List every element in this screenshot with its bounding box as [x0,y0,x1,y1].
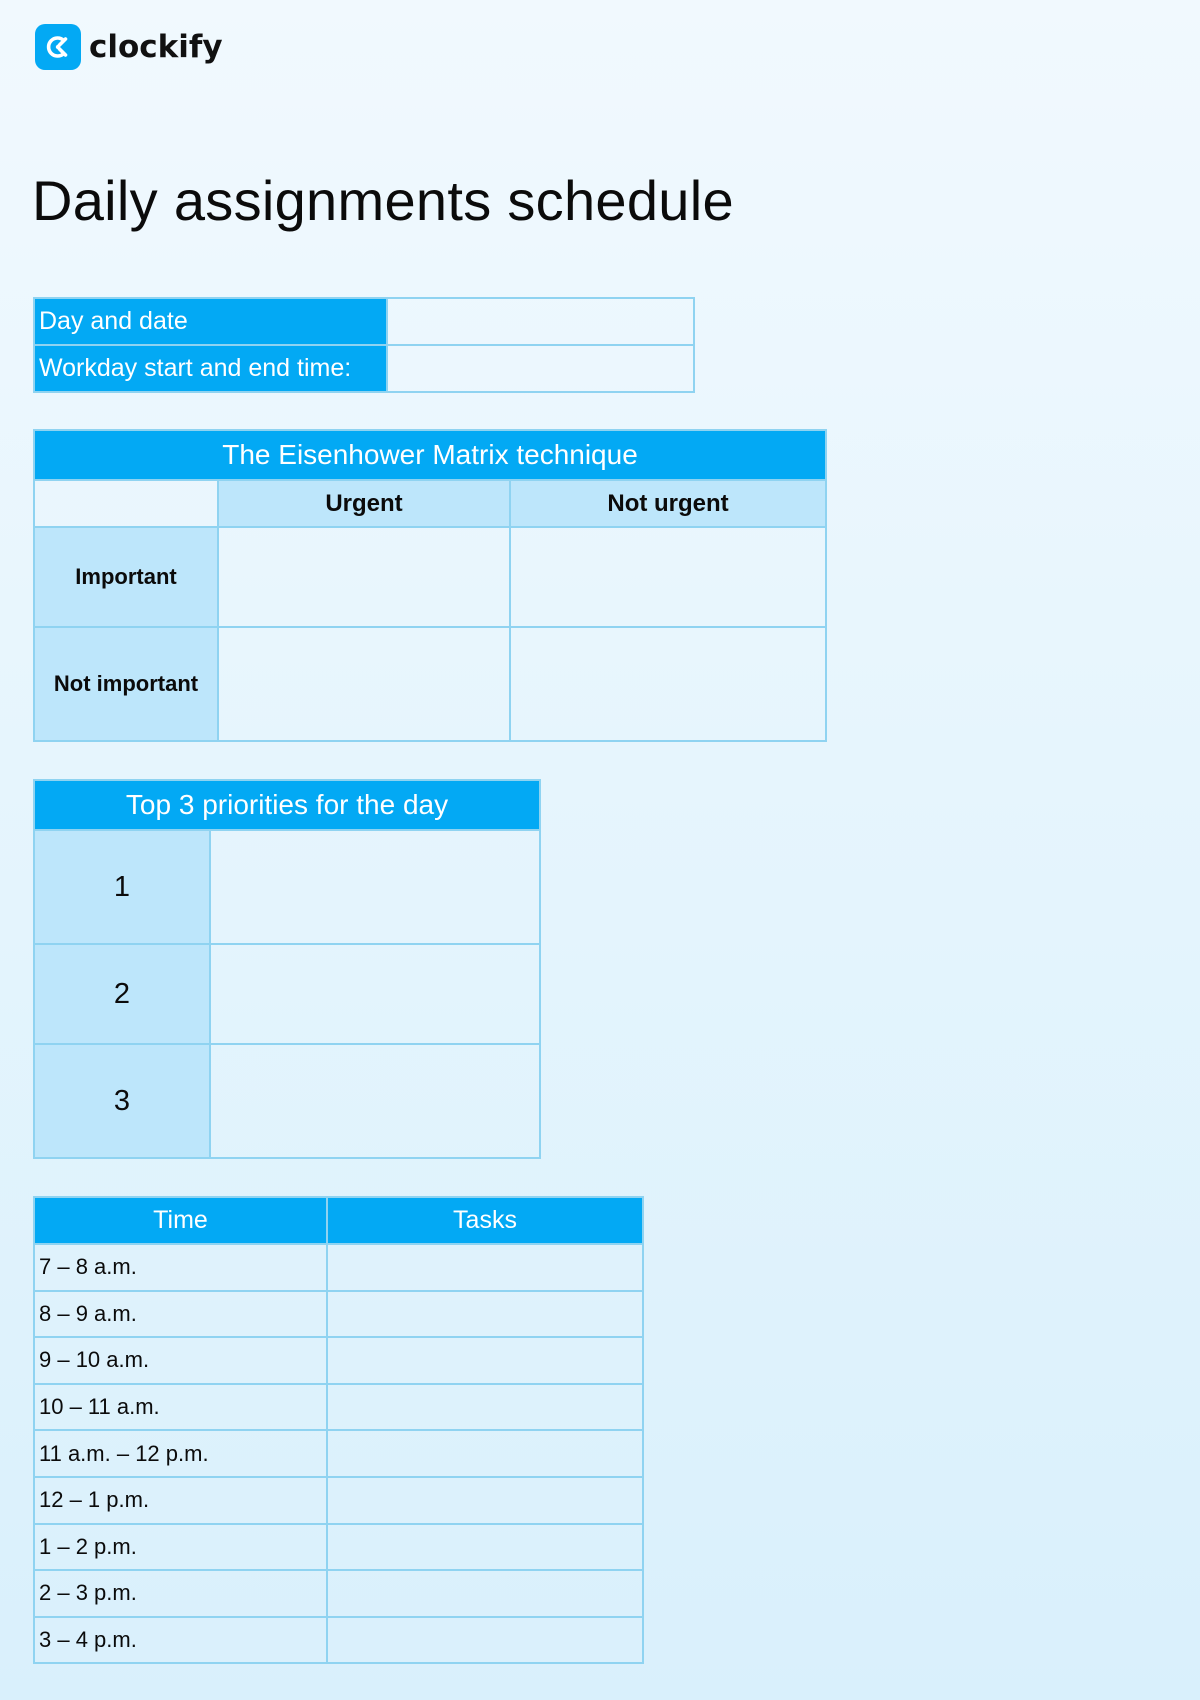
task-field[interactable] [327,1570,643,1617]
workday-time-field[interactable] [387,345,694,392]
cell-not-important-not-urgent[interactable] [510,627,826,741]
table-row [34,627,826,741]
cell-important-urgent[interactable] [218,527,510,627]
column-header-urgent: Urgent [218,480,510,527]
time-slot: 3 – 4 p.m. [34,1617,327,1664]
day-date-label: Day and date [34,298,387,345]
priorities-title: Top 3 priorities for the day [34,780,540,830]
table-row [34,780,540,830]
table-row [34,430,826,480]
table-row [34,1244,643,1291]
priority-number: 2 [34,944,210,1044]
task-field[interactable] [327,1477,643,1524]
table-row [34,1570,643,1617]
table-row [34,1524,643,1571]
table-row [34,527,826,627]
task-field[interactable] [327,1524,643,1571]
time-slot: 8 – 9 a.m. [34,1291,327,1338]
task-field[interactable] [327,1430,643,1477]
table-row [34,1384,643,1431]
cell-not-important-urgent[interactable] [218,627,510,741]
time-slot: 11 a.m. – 12 p.m. [34,1430,327,1477]
time-slot: 2 – 3 p.m. [34,1570,327,1617]
workday-time-label: Workday start and end time: [34,345,387,392]
priority-field[interactable] [210,944,540,1044]
time-slot: 9 – 10 a.m. [34,1337,327,1384]
table-row [34,345,694,392]
priority-field[interactable] [210,1044,540,1158]
table-row [34,830,540,944]
table-row [34,1430,643,1477]
task-field[interactable] [327,1244,643,1291]
eisenhower-matrix-table [33,429,827,742]
table-row [34,298,694,345]
eisenhower-title: The Eisenhower Matrix technique [34,430,826,480]
table-row [34,1617,643,1664]
priority-number: 3 [34,1044,210,1158]
priorities-table [33,779,541,1159]
table-row [34,1337,643,1384]
matrix-corner-cell [34,480,218,527]
row-header-not-important: Not important [34,627,218,741]
time-slot: 10 – 11 a.m. [34,1384,327,1431]
clockify-logo [35,24,223,70]
day-info-table [33,297,695,393]
column-header-not-urgent: Not urgent [510,480,826,527]
table-row [34,1197,643,1244]
priority-number: 1 [34,830,210,944]
task-field[interactable] [327,1337,643,1384]
table-row [34,1291,643,1338]
day-date-field[interactable] [387,298,694,345]
table-row [34,480,826,527]
table-row [34,1044,540,1158]
time-slot: 1 – 2 p.m. [34,1524,327,1571]
table-row [34,944,540,1044]
clockify-logo-icon [35,24,81,70]
priority-field[interactable] [210,830,540,944]
task-field[interactable] [327,1384,643,1431]
schedule-table [33,1196,644,1664]
table-row [34,1477,643,1524]
brand-name: clockify [89,29,223,65]
task-field[interactable] [327,1291,643,1338]
time-column-header: Time [34,1197,327,1244]
row-header-important: Important [34,527,218,627]
task-field[interactable] [327,1617,643,1664]
tasks-column-header: Tasks [327,1197,643,1244]
time-slot: 12 – 1 p.m. [34,1477,327,1524]
cell-important-not-urgent[interactable] [510,527,826,627]
page-title: Daily assignments schedule [32,169,734,232]
time-slot: 7 – 8 a.m. [34,1244,327,1291]
